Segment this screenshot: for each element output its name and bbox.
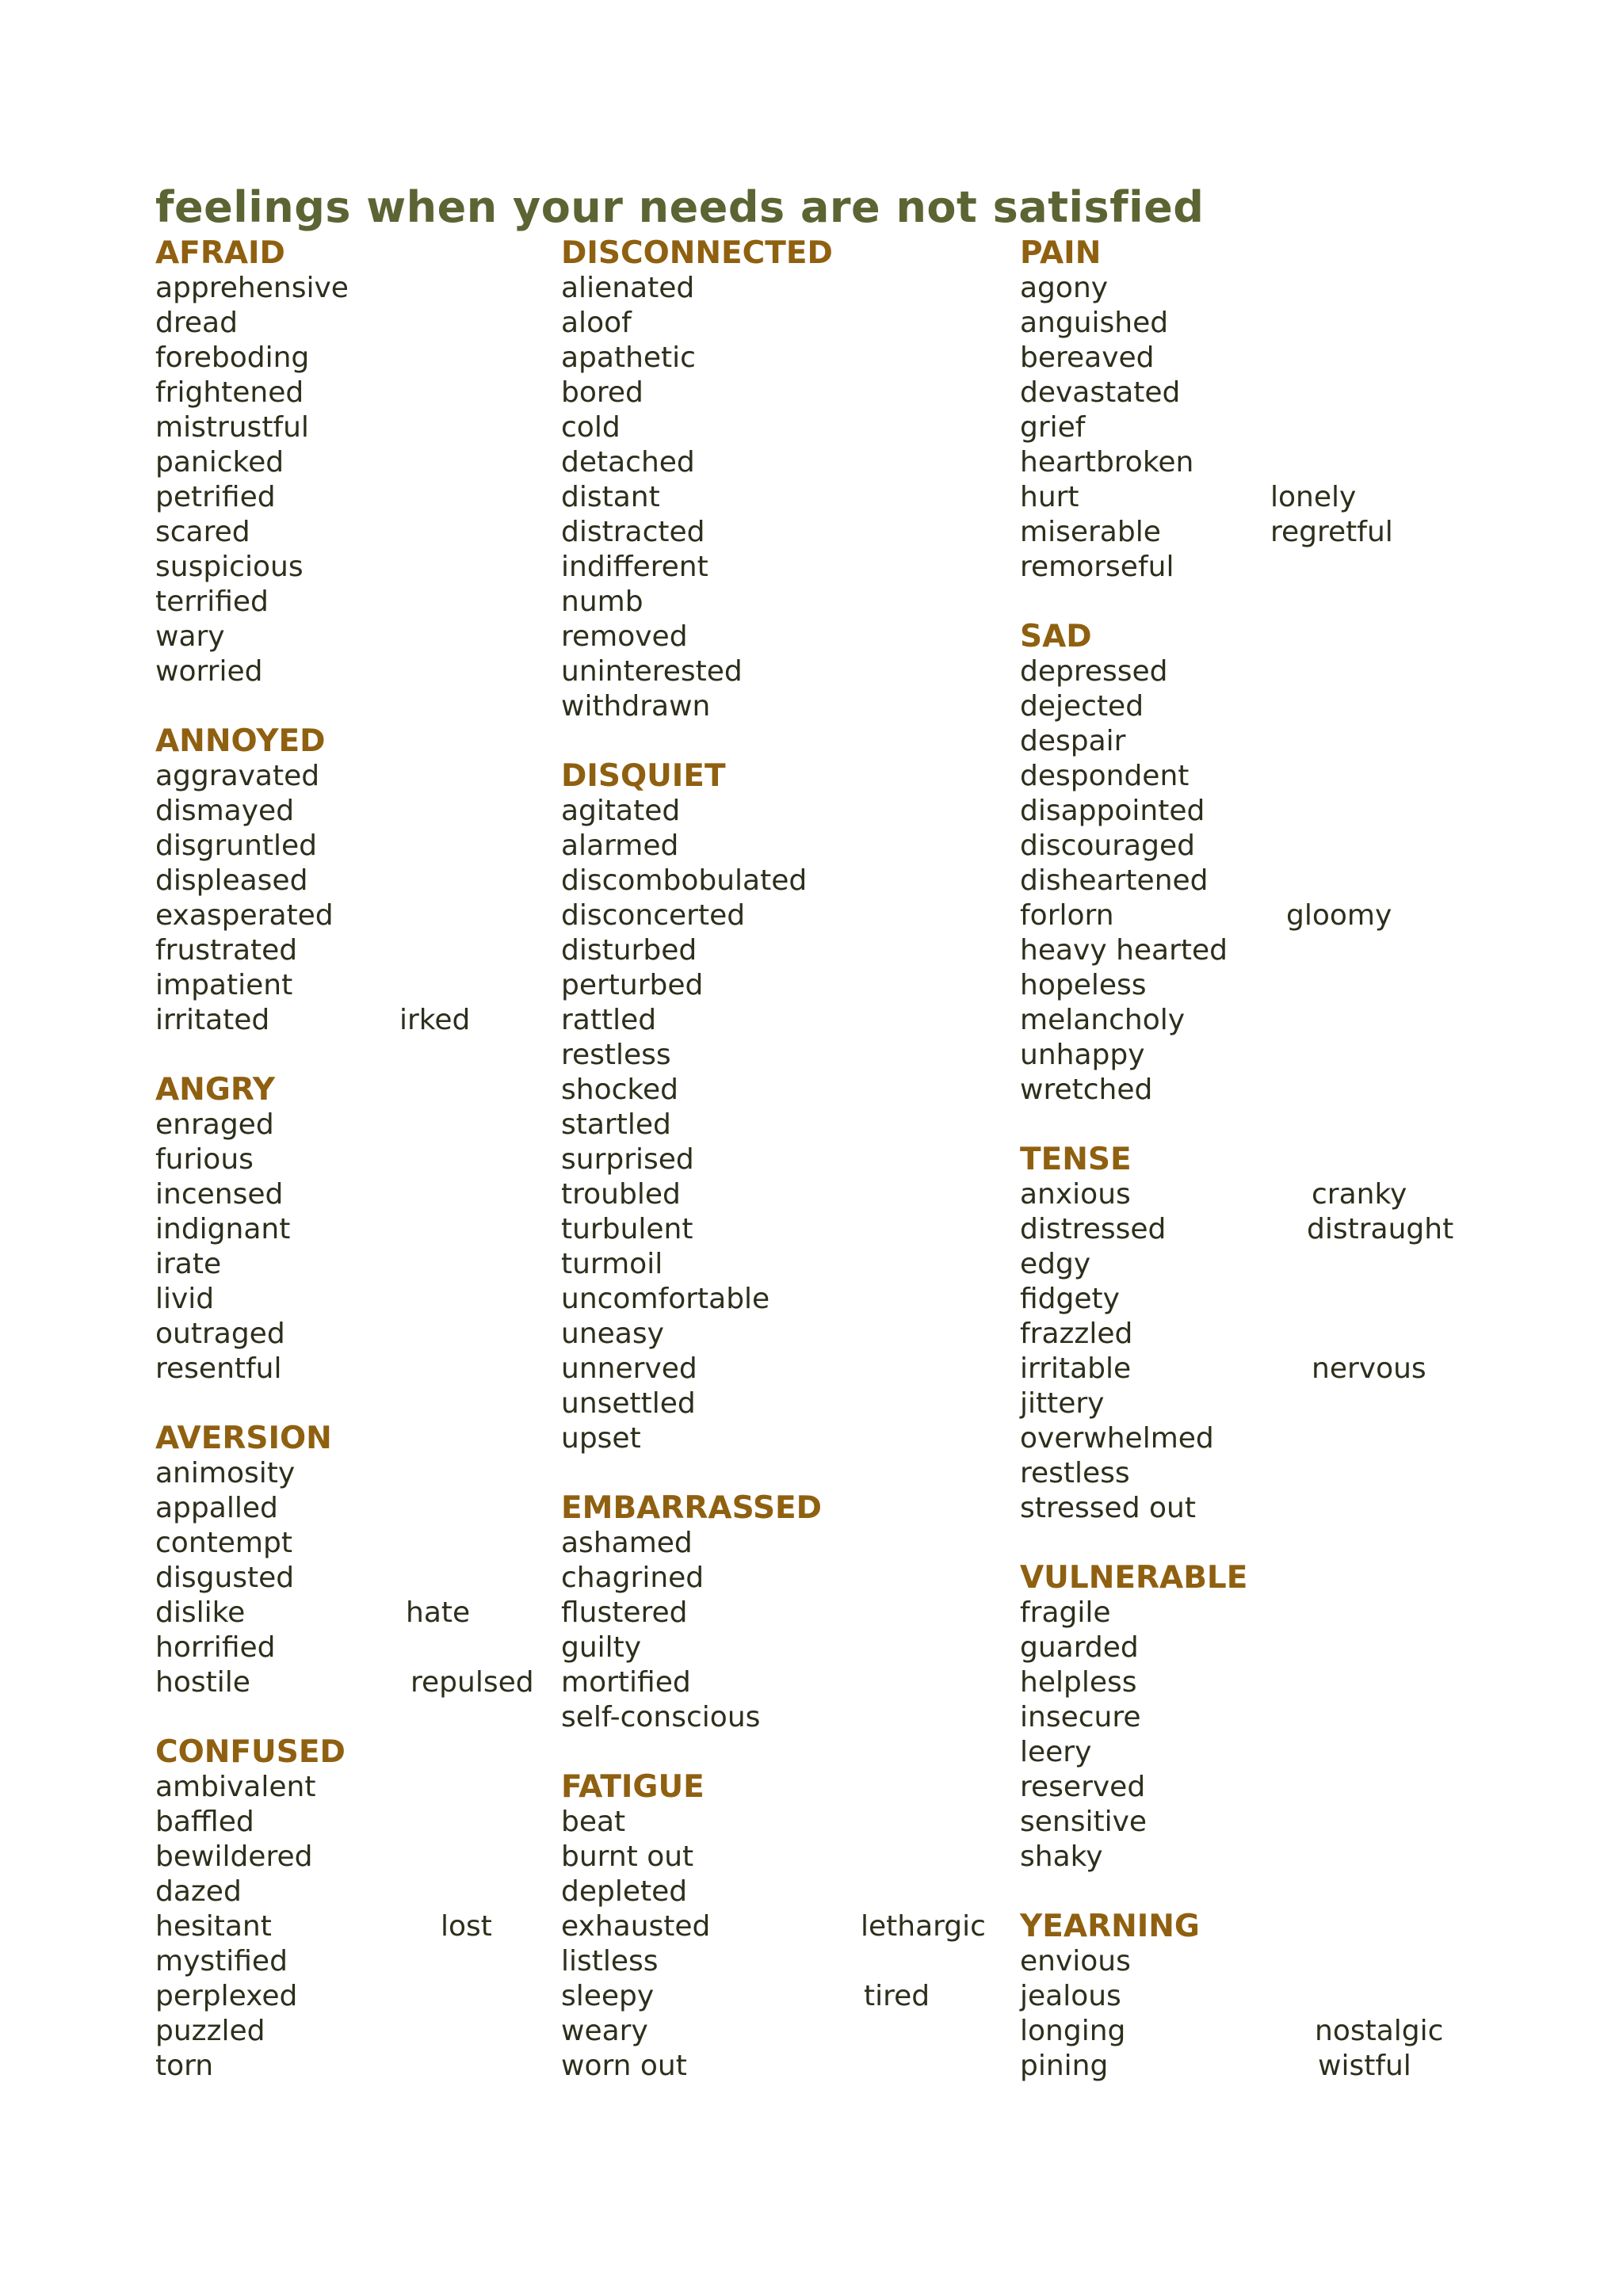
section-heading: VULNERABLE — [1020, 1560, 1248, 1596]
page-title: feelings when your needs are not satisfied — [155, 182, 1205, 232]
feeling-word: disturbed — [561, 934, 697, 967]
feeling-word: perplexed — [155, 1980, 298, 2012]
section-annoyed — [155, 723, 471, 1038]
feeling-word: impatient — [155, 969, 293, 1001]
feeling-word: indignant — [155, 1213, 291, 1245]
feeling-word: discouraged — [1020, 830, 1195, 862]
section-heading: DISQUIET — [561, 758, 726, 794]
section-aversion — [155, 1421, 534, 1700]
feeling-word-extra: repulsed — [411, 1666, 534, 1699]
feeling-word-extra: lethargic — [861, 1910, 986, 1943]
feeling-word: edgy — [1020, 1248, 1091, 1280]
feeling-word-extra: gloomy — [1286, 899, 1392, 932]
feeling-word: exhausted — [561, 1910, 711, 1943]
section-angry — [155, 1073, 349, 1386]
feeling-word: wretched — [1020, 1074, 1153, 1106]
feeling-word: disappointed — [1020, 795, 1205, 827]
feeling-word: resentful — [155, 1352, 282, 1385]
feeling-word: hopeless — [1020, 969, 1147, 1001]
feeling-word: agony — [1020, 272, 1109, 304]
feeling-word: bereaved — [1020, 341, 1155, 374]
feeling-word: despair — [1020, 725, 1126, 757]
section-disquiet — [561, 759, 833, 1456]
section-heading: YEARNING — [1020, 1909, 1200, 1944]
feeling-word-row — [1020, 898, 1392, 933]
feeling-word: dislike — [155, 1596, 246, 1629]
feeling-word: rattled — [561, 1004, 657, 1036]
feeling-word-row — [155, 1665, 534, 1700]
feeling-word: restless — [561, 1039, 671, 1071]
feeling-word-extra: nervous — [1312, 1352, 1426, 1385]
feeling-word: irate — [155, 1248, 222, 1280]
feeling-word-extra: cranky — [1312, 1178, 1407, 1211]
feeling-word: upset — [561, 1422, 641, 1455]
feeling-word: hesitant — [155, 1910, 272, 1943]
feeling-word: disheartened — [1020, 864, 1209, 897]
feeling-word: panicked — [155, 446, 285, 479]
feeling-word: overwhelmed — [1020, 1422, 1214, 1455]
feeling-word: petrified — [155, 481, 276, 513]
feeling-word-row — [561, 1909, 986, 1944]
feeling-word: reserved — [1020, 1771, 1146, 1803]
feeling-word: wary — [155, 620, 225, 653]
feeling-word: restless — [1020, 1457, 1130, 1489]
feeling-word: worried — [155, 655, 263, 688]
feeling-word: furious — [155, 1143, 254, 1176]
feeling-word: irritated — [155, 1004, 270, 1036]
feeling-word: bored — [561, 376, 643, 409]
feeling-word: beat — [561, 1806, 626, 1838]
feeling-word: dazed — [155, 1875, 242, 1908]
feeling-word: appalled — [155, 1492, 278, 1524]
section-heading: ANNOYED — [155, 723, 326, 759]
feeling-word: grief — [1020, 411, 1086, 444]
feeling-word: disgruntled — [155, 830, 318, 862]
feeling-word: ambivalent — [155, 1771, 316, 1803]
feeling-word: despondent — [1020, 760, 1190, 792]
feeling-word: cold — [561, 411, 621, 444]
feeling-word: incensed — [155, 1178, 284, 1211]
feeling-word: discombobulated — [561, 864, 808, 897]
section-vulnerable — [1020, 1561, 1247, 1875]
feeling-word: animosity — [155, 1457, 296, 1489]
section-heading: AVERSION — [155, 1421, 332, 1456]
feeling-word: frightened — [155, 376, 304, 409]
feeling-word: uneasy — [561, 1318, 664, 1350]
feeling-word: anxious — [1020, 1178, 1131, 1211]
feeling-word: sensitive — [1020, 1806, 1148, 1838]
feeling-word: baffled — [155, 1806, 254, 1838]
feeling-word: sleepy — [561, 1980, 655, 2012]
feeling-word-extra: irked — [399, 1004, 471, 1036]
section-heading: AFRAID — [155, 235, 285, 271]
feeling-word: mystified — [155, 1945, 288, 1978]
feeling-word: aloof — [561, 307, 632, 339]
feeling-word: detached — [561, 446, 695, 479]
feeling-word-row — [1020, 480, 1357, 515]
feeling-word: fragile — [1020, 1596, 1111, 1629]
feeling-word: unhappy — [1020, 1039, 1145, 1071]
feeling-word: apprehensive — [155, 272, 349, 304]
section-pain — [1020, 235, 1393, 585]
feeling-word-row — [1020, 515, 1393, 550]
section-fatigue — [561, 1769, 986, 2084]
feeling-word: suspicious — [155, 551, 304, 583]
feeling-word: outraged — [155, 1318, 285, 1350]
feeling-word: frustrated — [155, 934, 298, 967]
feeling-word-extra: hate — [406, 1596, 471, 1629]
feeling-word: flustered — [561, 1596, 688, 1629]
feeling-word: irritable — [1020, 1352, 1132, 1385]
feeling-word: startled — [561, 1108, 671, 1141]
feeling-word: self-conscious — [561, 1701, 761, 1733]
feeling-word: surprised — [561, 1143, 694, 1176]
feeling-word: dread — [155, 307, 238, 339]
feeling-word: envious — [1020, 1945, 1131, 1978]
section-heading: ANGRY — [155, 1072, 275, 1108]
feeling-word: troubled — [561, 1178, 681, 1211]
section-heading: FATIGUE — [561, 1769, 705, 1805]
feeling-word: horrified — [155, 1631, 276, 1664]
section-sad — [1020, 619, 1392, 1108]
feeling-word: hurt — [1020, 481, 1079, 513]
feeling-word: exasperated — [155, 899, 334, 932]
feeling-word: numb — [561, 585, 643, 618]
feeling-word: helpless — [1020, 1666, 1137, 1699]
feeling-word: unsettled — [561, 1387, 696, 1420]
feeling-word: bewildered — [155, 1840, 313, 1873]
feeling-word: pining — [1020, 2050, 1109, 2082]
column-3 — [1020, 235, 1454, 2119]
feeling-word: melancholy — [1020, 1004, 1186, 1036]
feeling-word: longing — [1020, 2015, 1126, 2047]
feeling-word: worn out — [561, 2050, 687, 2082]
feeling-word: fidgety — [1020, 1283, 1120, 1315]
feeling-word: agitated — [561, 795, 681, 827]
section-afraid — [155, 236, 349, 689]
feeling-word: contempt — [155, 1527, 292, 1559]
feeling-word: perturbed — [561, 969, 704, 1001]
feeling-word: disgusted — [155, 1562, 295, 1594]
column-1 — [155, 235, 534, 2119]
feeling-word: depleted — [561, 1875, 688, 1908]
feeling-word-row — [155, 1596, 471, 1630]
feeling-word: turmoil — [561, 1248, 663, 1280]
feeling-word: puzzled — [155, 2015, 265, 2047]
feeling-word: scared — [155, 516, 250, 548]
feeling-word: distant — [561, 481, 660, 513]
feeling-word: disconcerted — [561, 899, 746, 932]
feeling-word: indifferent — [561, 551, 708, 583]
feeling-word: withdrawn — [561, 690, 711, 723]
feeling-word: chagrined — [561, 1562, 705, 1594]
feeling-word-extra: tired — [864, 1980, 930, 2012]
feeling-word: displeased — [155, 864, 308, 897]
feeling-word: guarded — [1020, 1631, 1139, 1664]
feeling-word: aggravated — [155, 760, 320, 792]
section-heading: EMBARRASSED — [561, 1490, 823, 1526]
feeling-word: removed — [561, 620, 688, 653]
section-tense — [1020, 1142, 1454, 1526]
feeling-word-row — [1020, 1352, 1426, 1386]
feeling-word: listless — [561, 1945, 659, 1978]
feeling-word: ashamed — [561, 1527, 693, 1559]
feeling-word-extra: lost — [441, 1910, 492, 1943]
feeling-word-extra: nostalgic — [1315, 2015, 1444, 2047]
section-heading: CONFUSED — [155, 1734, 346, 1770]
feeling-word: remorseful — [1020, 551, 1174, 583]
feeling-word-row — [155, 1003, 471, 1038]
feeling-word-row — [1020, 2014, 1444, 2049]
feeling-word: distressed — [1020, 1213, 1167, 1245]
feeling-word: leery — [1020, 1736, 1092, 1768]
feeling-word: uncomfortable — [561, 1283, 770, 1315]
feeling-word: guilty — [561, 1631, 642, 1664]
feeling-word: burnt out — [561, 1840, 694, 1873]
feeling-word: enraged — [155, 1108, 274, 1141]
feeling-word: stressed out — [1020, 1492, 1196, 1524]
feeling-word: devastated — [1020, 376, 1181, 409]
feeling-word: turbulent — [561, 1213, 693, 1245]
feeling-word: torn — [155, 2050, 214, 2082]
feeling-word-extra: regretful — [1270, 516, 1393, 548]
feeling-word: terrified — [155, 585, 269, 618]
feeling-word-extra: lonely — [1270, 481, 1357, 513]
section-yearning — [1020, 1909, 1444, 2084]
feeling-word: distracted — [561, 516, 705, 548]
feeling-word: heartbroken — [1020, 446, 1194, 479]
feeling-word: frazzled — [1020, 1318, 1133, 1350]
feeling-word-row — [155, 1909, 492, 1944]
feeling-word: miserable — [1020, 516, 1161, 548]
section-confused — [155, 1734, 492, 2084]
feeling-word: mortified — [561, 1666, 691, 1699]
section-disconnected — [561, 236, 833, 724]
section-embarrassed — [561, 1491, 833, 1735]
feeling-word: alienated — [561, 272, 695, 304]
section-heading: DISCONNECTED — [561, 235, 833, 271]
feeling-word: depressed — [1020, 655, 1168, 688]
feeling-word-row — [1020, 1212, 1454, 1247]
feeling-word: dismayed — [155, 795, 295, 827]
feeling-word-row — [561, 1979, 930, 2014]
feeling-word: unnerved — [561, 1352, 697, 1385]
feeling-word: livid — [155, 1283, 215, 1315]
feeling-word: uninterested — [561, 655, 743, 688]
feeling-word: shaky — [1020, 1840, 1103, 1873]
feeling-word-extra: distraught — [1307, 1213, 1454, 1245]
feeling-word: insecure — [1020, 1701, 1141, 1733]
section-heading: TENSE — [1020, 1142, 1132, 1177]
feeling-word: forlorn — [1020, 899, 1114, 932]
section-heading: PAIN — [1020, 235, 1102, 271]
feeling-word: dejected — [1020, 690, 1144, 723]
feeling-word: shocked — [561, 1074, 678, 1106]
feeling-word-row — [1020, 1177, 1407, 1212]
feeling-word: jealous — [1020, 1980, 1121, 2012]
feeling-word: hostile — [155, 1666, 250, 1699]
feeling-word: anguished — [1020, 307, 1169, 339]
feeling-word-extra: wistful — [1318, 2050, 1411, 2082]
feeling-word: weary — [561, 2015, 648, 2047]
feeling-word-row — [1020, 2049, 1411, 2084]
feeling-word: alarmed — [561, 830, 679, 862]
feeling-word: heavy hearted — [1020, 934, 1228, 967]
feeling-word: foreboding — [155, 341, 310, 374]
feeling-word: mistrustful — [155, 411, 309, 444]
feeling-word: apathetic — [561, 341, 696, 374]
column-2 — [561, 235, 986, 2119]
section-heading: SAD — [1020, 619, 1092, 654]
feeling-word: jittery — [1020, 1387, 1105, 1420]
